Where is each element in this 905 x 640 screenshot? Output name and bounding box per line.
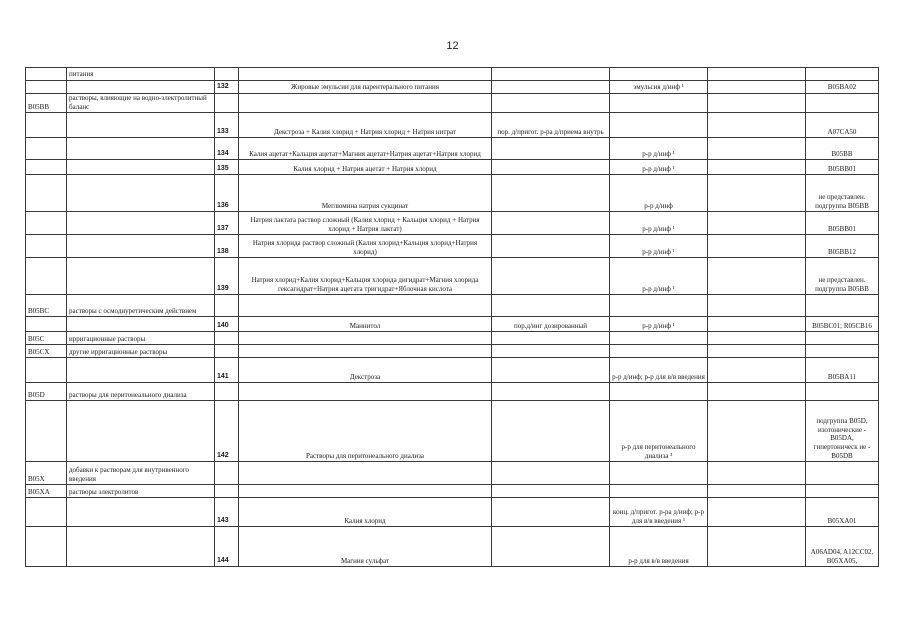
row-code <box>26 160 67 175</box>
row-dosage-form-alt <box>492 401 610 462</box>
row-dosage-form-alt: пор. д/пригот. р-ра д/приема внутрь <box>492 113 610 138</box>
row-code <box>26 317 67 332</box>
row-atc-code: подгруппа B05D, изотонические - B05DA, гипертоничеcк ие - B05DB <box>806 401 879 462</box>
row-dosage-form-alt <box>492 160 610 175</box>
row-code: B05BB <box>26 94 67 113</box>
row-group-name <box>67 160 215 175</box>
row-dosage-form: р-р д/инф ¹ <box>610 235 708 258</box>
row-group-name: растворы с осмодиуретическим действием <box>67 295 215 317</box>
row-dosage-form <box>610 332 708 345</box>
table-row <box>26 527 879 567</box>
row-extra <box>708 81 806 94</box>
row-group-name <box>67 81 215 94</box>
row-drug-name: Растворы для перитонеального диализа <box>239 401 492 462</box>
row-dosage-form <box>610 462 708 485</box>
table-row <box>26 235 879 258</box>
row-code <box>26 175 67 212</box>
row-atc-code <box>806 68 879 81</box>
row-group-name: питания <box>67 68 215 81</box>
row-group-name <box>67 498 215 527</box>
row-code <box>26 81 67 94</box>
row-drug-name <box>239 462 492 485</box>
row-dosage-form: р-р д/инф <box>610 175 708 212</box>
row-code: B05BC <box>26 295 67 317</box>
row-group-name <box>67 527 215 567</box>
row-dosage-form <box>610 94 708 113</box>
row-code: B05C <box>26 332 67 345</box>
row-code: B05CX <box>26 345 67 358</box>
row-group-name <box>67 358 215 383</box>
row-code <box>26 258 67 295</box>
row-group-name <box>67 258 215 295</box>
row-extra <box>708 295 806 317</box>
row-number: 142 <box>215 401 239 462</box>
drug-list-table <box>25 67 879 567</box>
row-drug-name: Жировые эмульсии для парентерального питания <box>239 81 492 94</box>
row-number <box>215 462 239 485</box>
row-extra <box>708 358 806 383</box>
row-atc-code: B05XA01 <box>806 498 879 527</box>
row-dosage-form: эмульсия д/инф ¹ <box>610 81 708 94</box>
row-dosage-form-alt <box>492 498 610 527</box>
row-drug-name: Калия хлорид + Натрия ацетат + Натрия хлорид <box>239 160 492 175</box>
row-atc-code <box>806 94 879 113</box>
row-code <box>26 68 67 81</box>
row-atc-code: не представлен. подгруппа B05BB <box>806 258 879 295</box>
row-atc-code: B05BB01 <box>806 160 879 175</box>
row-group-name <box>67 401 215 462</box>
row-atc-code: A06AD04, A12CC02, B05XA05, <box>806 527 879 567</box>
row-code <box>26 527 67 567</box>
row-code: B05D <box>26 383 67 401</box>
row-drug-name: Магния сульфат <box>239 527 492 567</box>
table-row <box>26 332 879 345</box>
row-dosage-form-alt <box>492 94 610 113</box>
row-dosage-form: р-р для в/в введения <box>610 527 708 567</box>
row-atc-code: B05BA11 <box>806 358 879 383</box>
row-drug-name <box>239 295 492 317</box>
row-group-name: другие ирригационные растворы <box>67 345 215 358</box>
row-dosage-form-alt <box>492 345 610 358</box>
table-row <box>26 317 879 332</box>
row-drug-name <box>239 485 492 498</box>
row-extra <box>708 317 806 332</box>
row-number: 136 <box>215 175 239 212</box>
row-dosage-form: р-р д/инф ¹ <box>610 317 708 332</box>
row-extra <box>708 462 806 485</box>
row-group-name: растворы электролитов <box>67 485 215 498</box>
row-dosage-form-alt <box>492 212 610 235</box>
table-row <box>26 81 879 94</box>
row-number: 135 <box>215 160 239 175</box>
row-extra <box>708 401 806 462</box>
row-dosage-form <box>610 113 708 138</box>
table-row <box>26 485 879 498</box>
row-dosage-form-alt <box>492 485 610 498</box>
row-drug-name: Натрия хлорида раствор сложный (Калия хлорид+Кальция хлорид+Натрия хлорид) <box>239 235 492 258</box>
row-drug-name: Натрия хлорид+Калия хлорид+Кальция хлорида дигидрат+Магния хлорида гексагидрат+Натрия ацетата тригидрат+Яблочная кислота <box>239 258 492 295</box>
row-number: 139 <box>215 258 239 295</box>
row-dosage-form: р-р д/инф ¹ <box>610 212 708 235</box>
row-atc-code: A07CA50 <box>806 113 879 138</box>
row-drug-name: Декстроза <box>239 358 492 383</box>
row-atc-code: B05BB <box>806 138 879 160</box>
row-code <box>26 113 67 138</box>
row-code <box>26 138 67 160</box>
row-number: 138 <box>215 235 239 258</box>
row-extra <box>708 138 806 160</box>
row-drug-name <box>239 94 492 113</box>
table-row <box>26 94 879 113</box>
row-number <box>215 295 239 317</box>
row-number: 144 <box>215 527 239 567</box>
row-group-name <box>67 212 215 235</box>
row-code <box>26 358 67 383</box>
row-drug-name <box>239 383 492 401</box>
row-code <box>26 498 67 527</box>
row-dosage-form-alt <box>492 258 610 295</box>
row-extra <box>708 332 806 345</box>
row-group-name <box>67 317 215 332</box>
row-group-name <box>67 235 215 258</box>
row-dosage-form <box>610 68 708 81</box>
row-code: B05X <box>26 462 67 485</box>
row-extra <box>708 258 806 295</box>
row-dosage-form: конц. д/пригот. р-ра д/инф; р-р для в/в введения ¹ <box>610 498 708 527</box>
row-dosage-form: р-р д/инф ¹ <box>610 138 708 160</box>
row-atc-code: B05BB12 <box>806 235 879 258</box>
row-extra <box>708 212 806 235</box>
row-extra <box>708 527 806 567</box>
row-number <box>215 68 239 81</box>
row-dosage-form <box>610 485 708 498</box>
row-extra <box>708 175 806 212</box>
row-atc-code <box>806 485 879 498</box>
table-row <box>26 358 879 383</box>
row-dosage-form <box>610 295 708 317</box>
row-extra <box>708 345 806 358</box>
row-group-name: растворы для перитонеального диализа <box>67 383 215 401</box>
row-dosage-form <box>610 383 708 401</box>
row-group-name <box>67 113 215 138</box>
row-drug-name <box>239 332 492 345</box>
row-dosage-form: р-р для перитонеального диализа ³ <box>610 401 708 462</box>
row-drug-name: Натрия лактата раствор сложный (Калия хлорид + Кальция хлорид + Натрия хлорид + Натрия лактат) <box>239 212 492 235</box>
table-row <box>26 175 879 212</box>
row-number <box>215 383 239 401</box>
row-atc-code <box>806 383 879 401</box>
row-group-name: ирригационные растворы <box>67 332 215 345</box>
row-number: 137 <box>215 212 239 235</box>
table-row <box>26 383 879 401</box>
row-atc-code: B05BC01; R05CB16 <box>806 317 879 332</box>
row-dosage-form-alt: пор.д/инг дозированный <box>492 317 610 332</box>
page-number: 12 <box>446 40 459 52</box>
row-group-name: добавки к растворам для внутривенного введения <box>67 462 215 485</box>
row-group-name: растворы, влияющие на водно-электролитный баланс <box>67 94 215 113</box>
row-drug-name <box>239 345 492 358</box>
row-code <box>26 401 67 462</box>
row-dosage-form: р-р д/инф; р-р для в/в введения <box>610 358 708 383</box>
row-code: B05XA <box>26 485 67 498</box>
row-drug-name <box>239 68 492 81</box>
row-drug-name: Меглюмина натрия сукцинат <box>239 175 492 212</box>
row-drug-name: Калия хлорид <box>239 498 492 527</box>
table-row <box>26 160 879 175</box>
row-number: 133 <box>215 113 239 138</box>
row-extra <box>708 68 806 81</box>
row-number <box>215 485 239 498</box>
row-dosage-form-alt <box>492 175 610 212</box>
table-row <box>26 345 879 358</box>
table-body <box>26 68 879 567</box>
row-dosage-form-alt <box>492 235 610 258</box>
row-group-name <box>67 138 215 160</box>
row-atc-code: B05BA02 <box>806 81 879 94</box>
row-number: 134 <box>215 138 239 160</box>
row-extra <box>708 498 806 527</box>
row-extra <box>708 235 806 258</box>
row-number: 140 <box>215 317 239 332</box>
row-dosage-form-alt <box>492 68 610 81</box>
row-extra <box>708 94 806 113</box>
row-group-name <box>67 175 215 212</box>
row-atc-code: B05BB01 <box>806 212 879 235</box>
row-atc-code <box>806 462 879 485</box>
table-row <box>26 68 879 81</box>
row-dosage-form-alt <box>492 462 610 485</box>
row-dosage-form-alt <box>492 383 610 401</box>
row-atc-code <box>806 295 879 317</box>
row-dosage-form: р-р д/инф ¹ <box>610 160 708 175</box>
row-code <box>26 212 67 235</box>
table-row <box>26 258 879 295</box>
row-atc-code: не представлен. подгруппа B05BB <box>806 175 879 212</box>
row-number: 132 <box>215 81 239 94</box>
row-drug-name: Калия ацетат+Кальция ацетат+Магния ацетат+Натрия ацетат+Натрия хлорид <box>239 138 492 160</box>
row-dosage-form-alt <box>492 295 610 317</box>
row-atc-code <box>806 345 879 358</box>
row-number <box>215 345 239 358</box>
table-row <box>26 401 879 462</box>
row-extra <box>708 383 806 401</box>
row-dosage-form: р-р д/инф ¹ <box>610 258 708 295</box>
row-extra <box>708 485 806 498</box>
row-dosage-form-alt <box>492 332 610 345</box>
row-number: 143 <box>215 498 239 527</box>
row-dosage-form-alt <box>492 358 610 383</box>
row-number <box>215 94 239 113</box>
row-dosage-form-alt <box>492 527 610 567</box>
row-drug-name: Маннитол <box>239 317 492 332</box>
row-number: 141 <box>215 358 239 383</box>
table-row <box>26 462 879 485</box>
row-dosage-form <box>610 345 708 358</box>
row-dosage-form-alt <box>492 81 610 94</box>
row-extra <box>708 113 806 138</box>
row-atc-code <box>806 332 879 345</box>
table-row <box>26 212 879 235</box>
row-code <box>26 235 67 258</box>
row-drug-name: Декстроза + Калия хлорид + Натрия хлорид + Натрия нитрат <box>239 113 492 138</box>
table-row <box>26 113 879 138</box>
table-row <box>26 498 879 527</box>
row-dosage-form-alt <box>492 138 610 160</box>
row-extra <box>708 160 806 175</box>
table-row <box>26 138 879 160</box>
table-row <box>26 295 879 317</box>
row-number <box>215 332 239 345</box>
